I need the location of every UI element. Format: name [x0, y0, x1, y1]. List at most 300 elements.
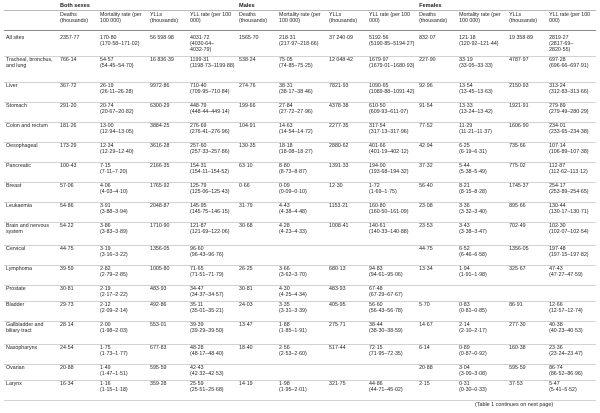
table-cell	[188, 345, 237, 365]
table-cell	[457, 203, 507, 223]
cell-value: 44·75	[419, 246, 433, 252]
table-cell	[58, 266, 98, 286]
cell-value: 4031·72	[190, 35, 210, 41]
cell-value: 4·28	[279, 223, 290, 229]
cell-interval: (5·38–5·49)	[459, 169, 487, 175]
table-cell	[98, 31, 148, 57]
table-cell	[507, 183, 547, 203]
cell-interval: (696·66–697·91)	[549, 63, 589, 69]
table-row	[4, 143, 596, 163]
cell-interval: (1679·01–1680·93)	[369, 63, 415, 69]
cell-value: 405·95	[329, 302, 346, 308]
cell-value: 16 836·39	[150, 57, 174, 63]
cell-value: 1199·31	[190, 57, 210, 63]
table-cell	[58, 123, 98, 143]
cell-value: 77·52	[419, 123, 433, 129]
table-cell	[98, 223, 148, 246]
cell-value: 130·44	[549, 203, 566, 209]
cell-value: 291·20	[60, 103, 77, 109]
table-cell	[507, 57, 547, 83]
row-label: Pancreatic	[4, 163, 58, 183]
table-cell	[327, 322, 367, 345]
cell-value: 735·66	[509, 143, 526, 149]
cell-value: 483·93	[150, 286, 167, 292]
col-header-yll-rate: YLL rate (per 100 000)	[547, 11, 596, 31]
cell-value: 277·30	[509, 322, 526, 328]
cell-value: 27·84	[279, 103, 293, 109]
cell-value: 7·15	[100, 163, 111, 169]
table-cell	[148, 223, 188, 246]
cell-value: 2·14	[459, 322, 470, 328]
cell-value: 680·13	[329, 266, 346, 272]
cell-interval: (71·51–71·79)	[190, 272, 224, 278]
cell-interval: (3·83–3·89)	[100, 229, 128, 235]
cell-value: 145·95	[190, 203, 207, 209]
cell-value: 359·28	[150, 381, 167, 387]
table-cell	[188, 57, 237, 83]
row-label: Larynx	[4, 381, 58, 401]
cell-value: 42·94	[419, 143, 433, 149]
cell-value: 1921·91	[509, 103, 529, 109]
cell-interval: (609·93–611·07)	[369, 109, 409, 115]
cell-value: 1606·90	[509, 123, 529, 129]
row-label: Stomach	[4, 103, 58, 123]
row-label: Bladder	[4, 302, 58, 322]
cell-interval: (38·17–38·46)	[279, 89, 313, 95]
cell-interval: (279·49–280·29)	[549, 109, 589, 115]
table-cell	[417, 223, 457, 246]
table-cell	[277, 345, 327, 365]
col-header-mortality-rate: Mortality rate (per 100 000)	[457, 11, 507, 31]
table-cell	[237, 381, 277, 401]
table-cell	[327, 83, 367, 103]
cell-value: 2·56	[279, 345, 290, 351]
cell-interval: (4·38–4·48)	[279, 209, 307, 215]
cell-value: 39·59	[60, 266, 74, 272]
table-cell	[457, 246, 507, 266]
table-cell	[237, 163, 277, 183]
table-cell	[148, 365, 188, 381]
table-cell	[98, 143, 148, 163]
cell-value: 275·71	[329, 322, 346, 328]
cell-value: 517·44	[329, 345, 346, 351]
cell-value: 54·86	[60, 203, 74, 209]
cell-value: 2·82	[100, 266, 111, 272]
cell-value: 54·22	[60, 223, 74, 229]
cell-value: 14·63	[279, 123, 293, 129]
table-cell	[547, 345, 596, 365]
table-cell	[58, 163, 98, 183]
table-cell	[547, 365, 596, 381]
cell-value: 4·30	[279, 286, 290, 292]
row-label: Prostate	[4, 286, 58, 302]
col-header-ylls: YLLs (thousands)	[507, 11, 547, 31]
table-cell	[417, 103, 457, 123]
table-cell	[367, 266, 417, 286]
cell-interval: (8·73–8·87)	[279, 169, 307, 175]
table-row	[4, 57, 596, 83]
table-cell	[457, 223, 507, 246]
cell-value: 0·89	[459, 345, 470, 351]
row-label: Gallbladder and biliary tract	[4, 322, 58, 345]
table-cell	[277, 31, 327, 57]
cell-value: 1·16	[100, 381, 111, 387]
cell-value: 160·80	[369, 203, 386, 209]
cell-interval: (102·07–102·54)	[549, 229, 589, 235]
table-cell	[148, 57, 188, 83]
cell-interval: (1·95–2·01)	[279, 387, 307, 393]
col-header-mortality-rate: Mortality rate (per 100 000)	[98, 11, 148, 31]
table-cell	[417, 203, 457, 223]
cell-interval: (317·13–317·96)	[369, 129, 409, 135]
cell-interval: (71·95–72·35)	[369, 351, 403, 357]
cell-value: 38·44	[369, 322, 383, 328]
cell-value: 492·86	[150, 302, 167, 308]
table-cell	[58, 246, 98, 266]
table-cell	[417, 246, 457, 266]
table-cell	[188, 183, 237, 203]
table-cell	[457, 103, 507, 123]
cell-value: 13·54	[459, 83, 473, 89]
cell-interval: (0·87–0·92)	[459, 351, 487, 357]
table-cell	[367, 143, 417, 163]
header-blank	[4, 2, 58, 11]
row-label: Nasopharynx	[4, 345, 58, 365]
table-cell	[58, 286, 98, 302]
cell-interval: (120·92–121·44)	[459, 41, 499, 47]
cell-value: 4·43	[279, 203, 290, 209]
cell-value: 766·14	[60, 57, 77, 63]
cell-value: 24·54	[60, 345, 74, 351]
cell-value: 14·67	[419, 322, 433, 328]
table-row	[4, 83, 596, 103]
table-cell	[277, 183, 327, 203]
table-cell	[188, 203, 237, 223]
table-cell	[188, 266, 237, 286]
table-cell	[507, 322, 547, 345]
table-cell	[367, 31, 417, 57]
cell-value: 16·34	[60, 381, 74, 387]
cell-value: 610·50	[369, 103, 386, 109]
table-cell	[277, 286, 327, 302]
cell-value: 8·21	[459, 183, 470, 189]
table-cell	[547, 103, 596, 123]
table-header	[4, 2, 596, 31]
cell-value: 121·18	[459, 35, 476, 41]
table-row	[4, 163, 596, 183]
table-cell	[367, 302, 417, 322]
cell-value: 125·79	[190, 183, 207, 189]
cell-value: 0·83	[459, 302, 470, 308]
cell-interval: (26·11–26·28)	[100, 89, 134, 95]
cell-value: 2·00	[100, 322, 111, 328]
cell-interval: (40·23–40·53)	[549, 328, 583, 334]
cell-value: 1090·65	[369, 83, 389, 89]
table-cell	[237, 365, 277, 381]
table-cell	[237, 345, 277, 365]
cell-value: 24·03	[239, 302, 253, 308]
cell-value: 5·44	[459, 163, 470, 169]
cell-value: 4787·97	[509, 57, 529, 63]
cell-value: 1005·80	[150, 266, 170, 272]
cell-interval: (2·79–2·85)	[100, 272, 128, 278]
table-cell	[237, 223, 277, 246]
cell-interval: (13·24–13·42)	[459, 109, 493, 115]
table-row	[4, 31, 596, 57]
table-cell	[237, 322, 277, 345]
cell-interval: (39·29–39·50)	[190, 328, 224, 334]
cell-interval: (193·68–194·32)	[369, 169, 409, 175]
table-cell	[547, 381, 596, 401]
table-cell	[148, 345, 188, 365]
table-cell	[237, 302, 277, 322]
cell-value: 3·35	[279, 302, 290, 308]
table-cell	[327, 143, 367, 163]
table-cell	[507, 163, 547, 183]
table-cell	[367, 246, 417, 266]
table-cell	[327, 286, 367, 302]
cell-value: 6·14	[419, 345, 430, 351]
table-cell	[547, 83, 596, 103]
cell-value: 112·87	[549, 163, 566, 169]
cell-interval: (3·62–3·70)	[279, 272, 307, 278]
cell-value: 2·12	[100, 302, 111, 308]
cell-value: 677·83	[150, 345, 167, 351]
table-cell	[237, 57, 277, 83]
table-cell	[188, 143, 237, 163]
table-cell	[367, 203, 417, 223]
row-label: Ovarian	[4, 365, 58, 381]
cell-value: 483·93	[329, 286, 346, 292]
table-cell	[148, 322, 188, 345]
table-cell	[58, 83, 98, 103]
cell-value: 3·19	[100, 246, 111, 252]
cell-value: 553·01	[150, 322, 167, 328]
cell-value: 181·26	[60, 123, 77, 129]
cell-interval: (154·11–154·52)	[190, 169, 230, 175]
table-cell	[327, 302, 367, 322]
row-label: Breast	[4, 183, 58, 203]
cell-value: 20·88	[60, 365, 74, 371]
col-header-ylls: YLLs (thousands)	[327, 11, 367, 31]
cell-interval: (0·30–0·33)	[459, 387, 487, 393]
table-cell	[277, 302, 327, 322]
table-row	[4, 103, 596, 123]
cell-value: 194·00	[369, 163, 386, 169]
table-cell	[237, 286, 277, 302]
cell-value: 775·02	[509, 163, 526, 169]
row-label: Liver	[4, 83, 58, 103]
table-cell	[507, 246, 547, 266]
cell-value: 6·52	[459, 246, 470, 252]
cell-value: 12·66	[549, 302, 563, 308]
table-row	[4, 365, 596, 381]
cell-interval: (8·15–8·28)	[459, 189, 487, 195]
row-label: Oesophageal	[4, 143, 58, 163]
table-cell	[457, 302, 507, 322]
table-cell	[98, 381, 148, 401]
table-cell	[98, 345, 148, 365]
table-cell	[98, 322, 148, 345]
table-cell	[417, 286, 457, 302]
cell-value: 234·01	[549, 123, 566, 129]
mortality-table	[4, 2, 596, 401]
cell-value: 321·75	[329, 381, 346, 387]
cell-interval: (6·19–6·31)	[459, 149, 487, 155]
table-cell	[277, 57, 327, 83]
table-cell	[327, 266, 367, 286]
col-header-yll-rate: YLL rate (per 100 000)	[188, 11, 237, 31]
cell-interval: (2·17–2·22)	[100, 292, 128, 298]
cell-value: 100·43	[60, 163, 77, 169]
cell-value: 11·29	[459, 123, 473, 129]
table-cell	[367, 286, 417, 302]
table-cell	[457, 57, 507, 83]
table-cell	[417, 302, 457, 322]
cell-interval: (3·38–3·47)	[459, 229, 487, 235]
cell-value: 2819·27	[549, 35, 569, 41]
cell-interval: (47·27–47·59)	[549, 272, 583, 278]
cell-value: 104·91	[239, 123, 256, 129]
table-cell	[148, 83, 188, 103]
row-label: Leukaemia	[4, 203, 58, 223]
cell-interval: (35·01–35·21)	[190, 308, 224, 314]
cell-value: 702·49	[509, 223, 526, 229]
cell-value: 47·43	[549, 266, 563, 272]
cell-value: 5·47	[549, 381, 560, 387]
table-cell	[188, 83, 237, 103]
table-cell	[237, 266, 277, 286]
cell-value: 31·79	[239, 203, 253, 209]
cell-value: 3·66	[279, 266, 290, 272]
table-cell	[457, 345, 507, 365]
cell-value: 13·47	[239, 322, 253, 328]
table-cell	[327, 123, 367, 143]
cell-value: 71·65	[190, 266, 204, 272]
table-row	[4, 223, 596, 246]
cell-value: 3·86	[100, 223, 111, 229]
table-cell	[417, 381, 457, 401]
cell-value: 44·75	[60, 246, 74, 252]
cell-value: 1153·21	[329, 203, 349, 209]
table-cell	[367, 322, 417, 345]
table-cell	[327, 381, 367, 401]
cell-interval: (401·19–402·12)	[369, 149, 409, 155]
table-cell	[367, 365, 417, 381]
table-cell	[367, 381, 417, 401]
cell-value: 86·74	[549, 365, 563, 371]
cell-value: 325·67	[509, 266, 526, 272]
table-cell	[367, 183, 417, 203]
cell-value: 279·89	[549, 103, 566, 109]
table-cell	[457, 322, 507, 345]
table-row	[4, 266, 596, 286]
table-cell	[237, 103, 277, 123]
table-row	[4, 123, 596, 143]
table-cell	[188, 103, 237, 123]
cell-interval: (74·85–75·25)	[279, 63, 313, 69]
cell-value: 2357·77	[60, 35, 80, 41]
cell-interval: (20·67–20·82)	[100, 109, 134, 115]
cell-value: 3616·28	[150, 143, 170, 149]
table-cell	[188, 381, 237, 401]
table-cell	[188, 163, 237, 183]
cell-interval: (130·17–130·71)	[549, 209, 589, 215]
cell-interval: (1·73–1·77)	[100, 351, 128, 357]
table-cell	[507, 143, 547, 163]
col-header-deaths: Deaths (thousands)	[58, 11, 98, 31]
table-cell	[507, 103, 547, 123]
cell-value: 4·06	[100, 183, 111, 189]
table-cell	[148, 183, 188, 203]
cell-interval: (18·08–18·27)	[279, 149, 313, 155]
cell-value: 160·38	[509, 345, 526, 351]
cell-value: 18·40	[239, 345, 253, 351]
col-header-mortality-rate: Mortality rate (per 100 000)	[277, 11, 327, 31]
cell-interval: (312·83–313·66)	[549, 89, 589, 95]
table-cell	[58, 103, 98, 123]
cell-value: 317·54	[369, 123, 386, 129]
table-cell	[58, 223, 98, 246]
table-cell	[327, 223, 367, 246]
table-cell	[148, 203, 188, 223]
table-cell	[327, 345, 367, 365]
cell-interval: (12·29–12·40)	[100, 149, 134, 155]
table-row	[4, 381, 596, 401]
cell-value: 2048·87	[150, 203, 170, 209]
table-cell	[547, 203, 596, 223]
cell-interval: (38·30–38·59)	[369, 328, 403, 334]
cell-value: 1·49	[100, 365, 111, 371]
table-cell	[507, 381, 547, 401]
cell-value: 1679·97	[369, 57, 389, 63]
cell-value: 154·31	[190, 163, 207, 169]
table-cell	[547, 183, 596, 203]
cell-interval: (2817·69–2820·55)	[549, 41, 574, 53]
cell-value: 13·33	[459, 103, 473, 109]
cell-value: 140·61	[369, 223, 386, 229]
cell-interval: (86·52–86·96)	[549, 371, 583, 377]
table-cell	[98, 103, 148, 123]
cell-value: 199·66	[239, 103, 256, 109]
continuation-note: (Table 1 continues on next page)	[475, 402, 554, 408]
cell-value: 538·24	[239, 57, 256, 63]
cell-value: 1·72	[369, 183, 380, 189]
cell-value: 23·08	[419, 203, 433, 209]
table-cell	[58, 183, 98, 203]
cell-value: 710·40	[190, 83, 207, 89]
table-cell	[58, 322, 98, 345]
cell-interval: (4·25–4·34)	[279, 292, 307, 298]
cell-value: 33·19	[459, 57, 473, 63]
table-cell	[457, 365, 507, 381]
col-header-deaths: Deaths (thousands)	[417, 11, 457, 31]
cell-interval: (11·21–11·37)	[459, 129, 492, 135]
table-cell	[457, 163, 507, 183]
cell-value: 274·76	[239, 83, 256, 89]
cell-value: 23·36	[549, 345, 563, 351]
table-cell	[457, 266, 507, 286]
cell-value: 2150·93	[509, 83, 529, 89]
cell-value: 276·69	[190, 123, 207, 129]
cell-interval: (44·71–45·02)	[369, 387, 403, 393]
table-cell	[417, 365, 457, 381]
cell-value: 1391·33	[329, 163, 349, 169]
table-cell	[547, 123, 596, 143]
cell-interval: (112·62–113·12)	[549, 169, 588, 175]
table-cell	[148, 286, 188, 302]
table-cell	[277, 203, 327, 223]
